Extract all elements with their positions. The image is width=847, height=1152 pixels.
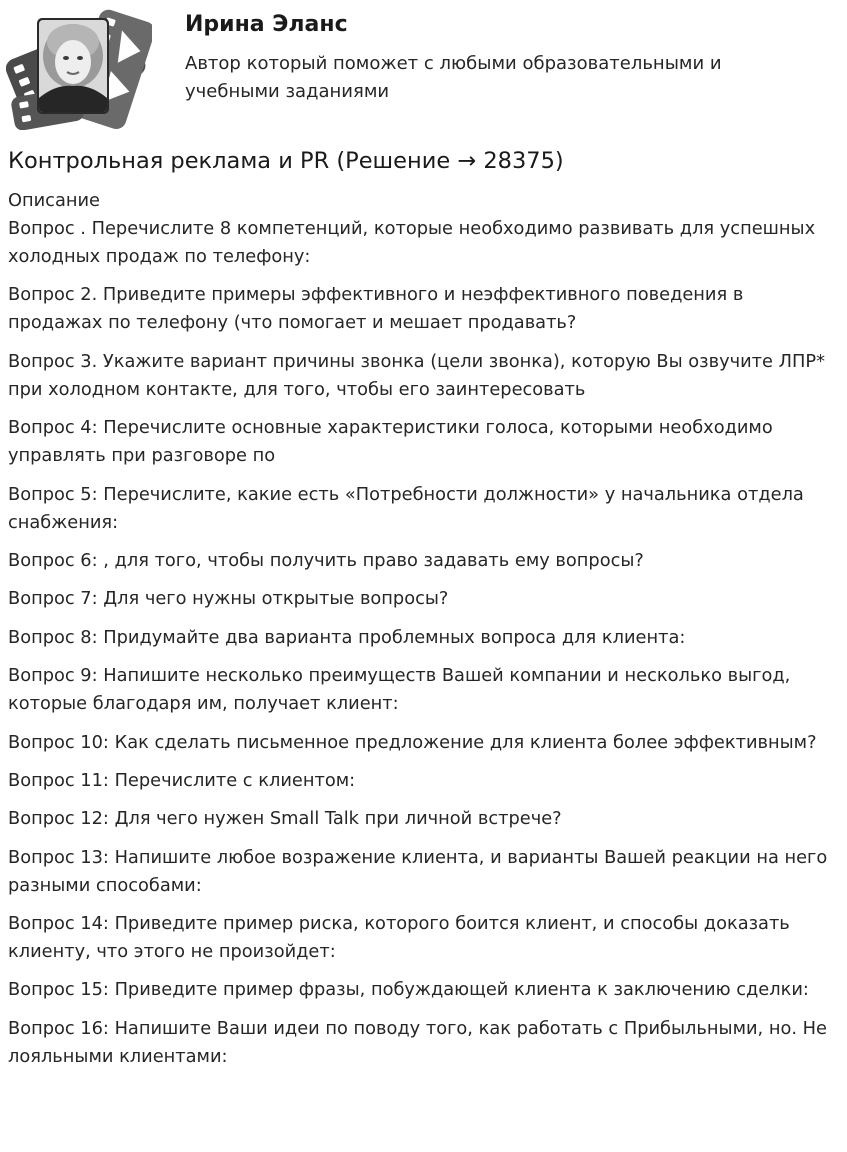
question-item: Вопрос 7: Для чего нужны открытые вопросы? <box>8 588 449 610</box>
question-item: Вопрос 11: Перечислите с клиентом: <box>8 769 356 791</box>
question-item: Вопрос 10: Как сделать письменное предложение для клиента более эффективным? <box>8 731 817 753</box>
avatar-film-frame-image <box>6 6 152 130</box>
author-name[interactable]: Ирина Эланс <box>185 12 348 37</box>
question-item: Вопрос 16: Напишите Ваши идеи по поводу того, как работать с Прибыльными, но. Не лояльными клиентами: <box>8 1017 827 1067</box>
questions-list <box>8 215 840 1071</box>
question-item: Вопрос 3. Укажите вариант причины звонка (цели звонка), которую Вы озвучите ЛПР* при холодном контакте, для того, чтобы его заинтересовать <box>8 350 825 400</box>
description-label: Описание <box>8 190 100 211</box>
author-avatar[interactable] <box>6 6 152 130</box>
question-item: Вопрос 8: Придумайте два варианта проблемных вопроса для клиента: <box>8 626 686 648</box>
question-item: Вопрос 6: , для того, чтобы получить право задавать ему вопросы? <box>8 549 644 571</box>
description-section <box>8 187 840 1081</box>
author-bio: Автор который поможет с любыми образовательными и учебными заданиями <box>185 53 722 102</box>
question-item: Вопрос 15: Приведите пример фразы, побуждающей клиента к заключению сделки: <box>8 979 809 1001</box>
question-item: Вопрос 12: Для чего нужен Small Talk при личной встрече? <box>8 808 562 830</box>
question-item: Вопрос 4: Перечислите основные характеристики голоса, которыми необходимо управлять при разговоре по <box>8 417 773 467</box>
author-header <box>0 0 847 140</box>
question-item: Вопрос 13: Напишите любое возражение клиента, и варианты Вашей реакции на него разными способами: <box>8 846 828 896</box>
question-item: Вопрос 9: Напишите несколько преимуществ Вашей компании и несколько выгод, которые благодаря им, получает клиент: <box>8 665 791 715</box>
question-item: Вопрос 5: Перечислите, какие есть «Потребности должности» у начальника отдела снабжения: <box>8 483 804 533</box>
question-item: Вопрос . Перечислите 8 компетенций, которые необходимо развивать для успешных холодных продаж по телефону: <box>8 218 816 267</box>
question-item: Вопрос 2. Приведите примеры эффективного и неэффективного поведения в продажах по телефону (что помогает и мешает продавать? <box>8 284 744 334</box>
question-item: Вопрос 14: Приведите пример риска, которого боится клиент, и способы доказать клиенту, что этого не произойдет: <box>8 913 790 963</box>
page-title: Контрольная реклама и PR (Решение → 28375) <box>8 148 564 174</box>
